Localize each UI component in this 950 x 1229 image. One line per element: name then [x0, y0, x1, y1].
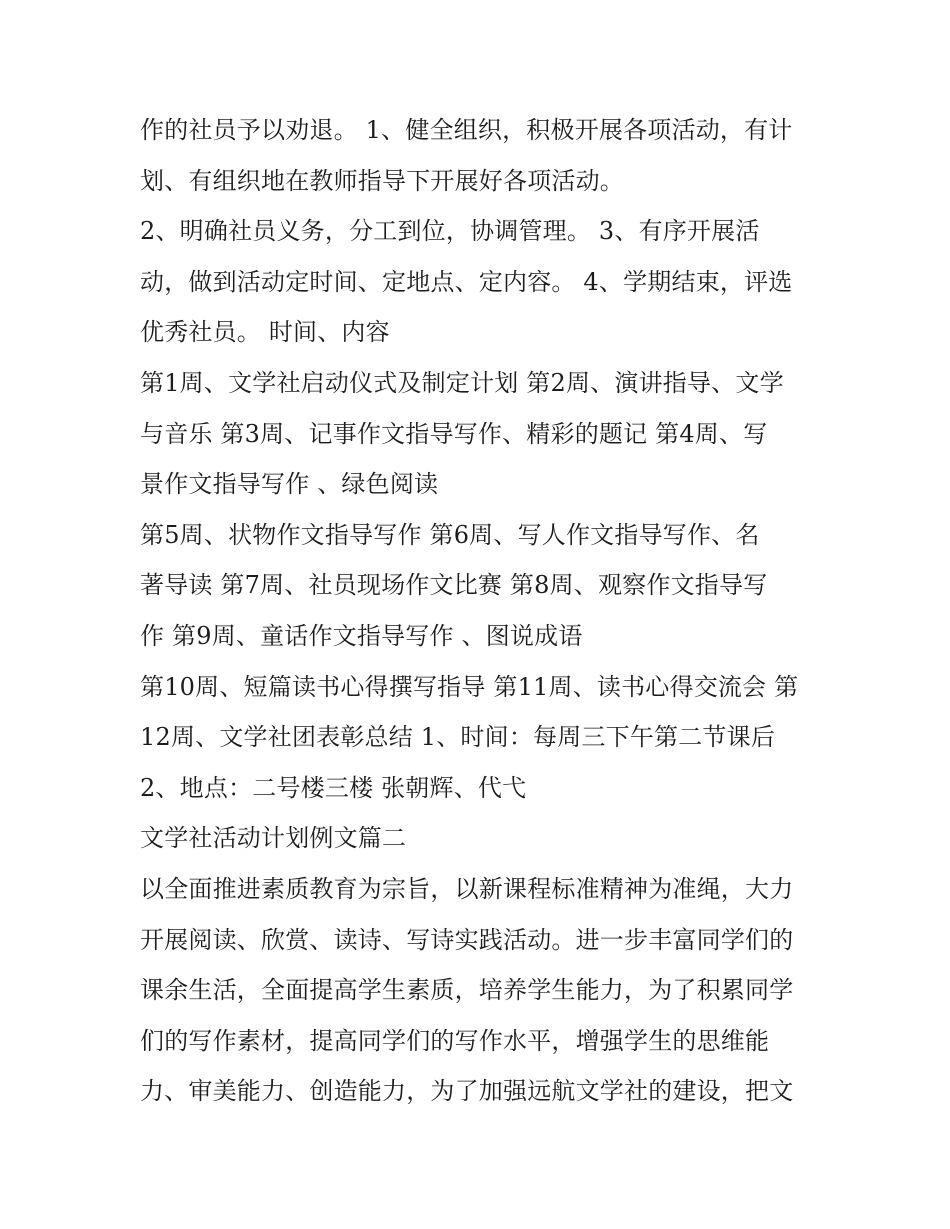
- text-line: 12周、文学社团表彰总结 1、时间：每周三下午第二节课后: [140, 723, 776, 751]
- text-line: 与音乐 第3周、记事作文指导写作、精彩的题记 第4周、写: [140, 420, 768, 448]
- text-line: 第5周、状物作文指导写作 第6周、写人作文指导写作、名: [140, 521, 760, 549]
- text-line: 划、有组织地在教师指导下开展好各项活动。: [140, 167, 624, 195]
- text-line: 以全面推进素质教育为宗旨，以新课程标准精神为准绳，大力: [140, 875, 794, 903]
- section-heading: 文学社活动计划例文篇二: [140, 824, 407, 852]
- text-line: 作 第9周、童话作文指导写作 、图说成语: [140, 622, 583, 650]
- text-line: 动，做到活动定时间、定地点、定内容。 4、学期结束，评选: [140, 268, 793, 296]
- text-line: 2、地点：二号楼三楼 张朝辉、代弋: [140, 774, 527, 802]
- text-line: 开展阅读、欣赏、读诗、写诗实践活动。进一步丰富同学们的: [140, 926, 794, 954]
- text-line: 第1周、文学社启动仪式及制定计划 第2周、演讲指导、文学: [140, 369, 784, 397]
- text-line: 优秀社员。 时间、内容: [140, 318, 390, 346]
- text-line: 2、明确社员义务，分工到位，协调管理。 3、有序开展活: [140, 217, 760, 245]
- text-line: 课余生活，全面提高学生素质，培养学生能力，为了积累同学: [140, 976, 794, 1004]
- text-line: 著导读 第7周、社员现场作文比赛 第8周、观察作文指导写: [140, 571, 768, 599]
- text-line: 力、审美能力、创造能力，为了加强远航文学社的建设，把文: [140, 1077, 794, 1105]
- text-line: 景作文指导写作 、绿色阅读: [140, 470, 439, 498]
- text-line: 第10周、短篇读书心得撰写指导 第11周、读书心得交流会 第: [140, 673, 799, 701]
- text-line: 作的社员予以劝退。 1、健全组织，积极开展各项活动，有计: [140, 116, 793, 144]
- text-line: 们的写作素材，提高同学们的写作水平，增强学生的思维能: [140, 1027, 770, 1055]
